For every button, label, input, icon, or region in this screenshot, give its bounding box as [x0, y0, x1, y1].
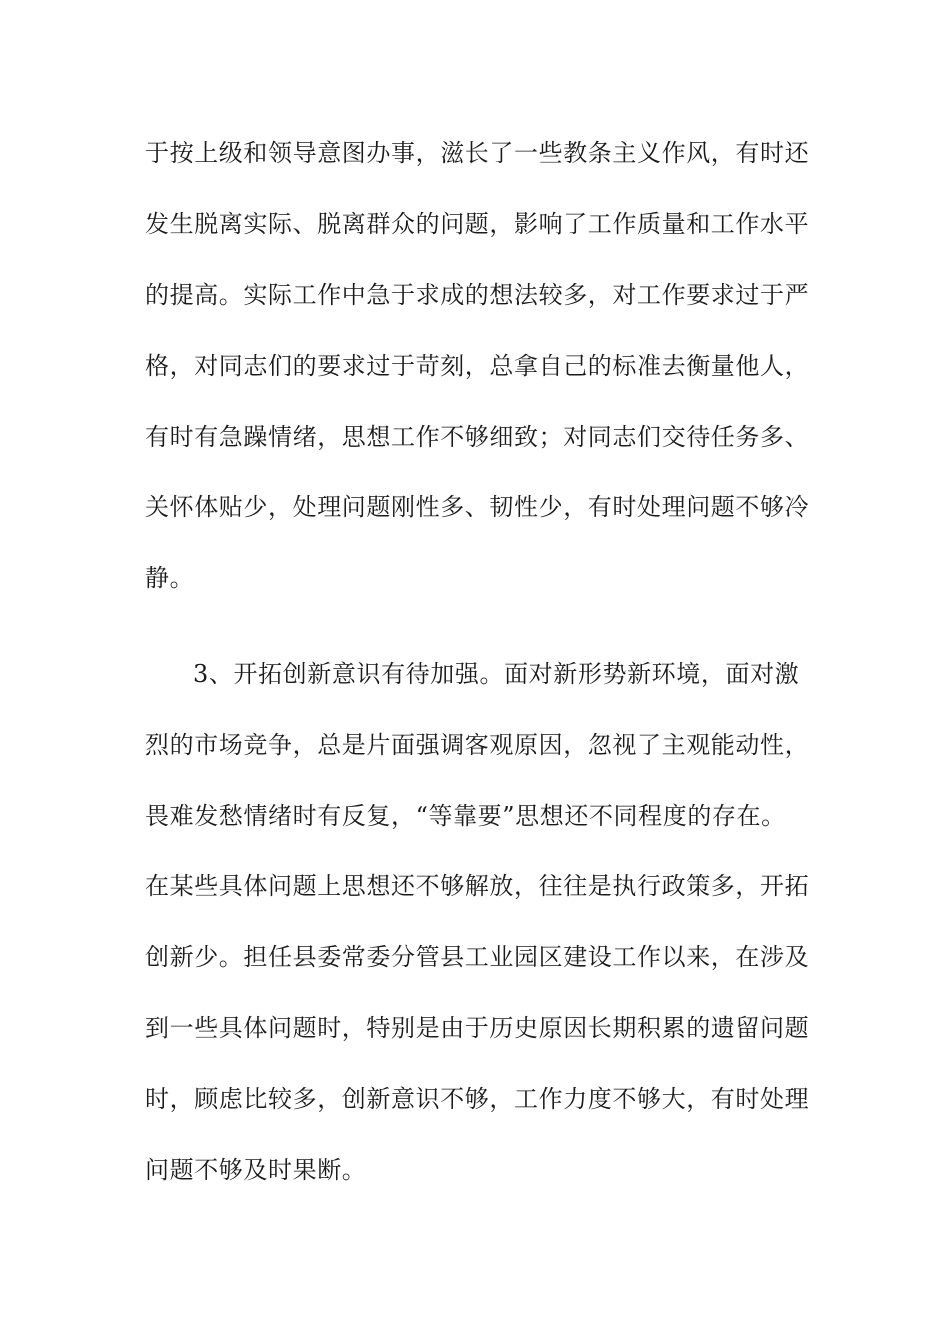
text-line: 烈的市场竞争，总是片面强调客观原因，忽视了主观能动性， — [145, 731, 810, 759]
text-line: 在某些具体问题上思想还不够解放，往往是执行政策多，开拓 — [145, 872, 810, 900]
text-line: 关怀体贴少，处理问题刚性多、韧性少，有时处理问题不够冷 — [145, 493, 810, 521]
text-line: 静。 — [145, 564, 195, 592]
text-line: 有时有急躁情绪，思想工作不够细致；对同志们交待任务多、 — [145, 423, 810, 451]
paragraph-heading-line: 3、开拓创新意识有待加强。面对新形势新环境，面对激 — [193, 660, 800, 688]
text-line: 的提高。实际工作中急于求成的想法较多，对工作要求过于严 — [145, 281, 810, 309]
text-line: 时，顾虑比较多，创新意识不够，工作力度不够大，有时处理 — [145, 1085, 810, 1113]
text-line: 于按上级和领导意图办事，滋长了一些教条主义作风，有时还 — [145, 139, 810, 167]
text-line: 畏难发愁情绪时有反复，“等靠要”思想还不同程度的存在。 — [145, 802, 786, 830]
text-line: 问题不够及时果断。 — [145, 1156, 367, 1184]
text-line: 创新少。担任县委常委分管县工业园区建设工作以来，在涉及 — [145, 943, 810, 971]
text-line: 发生脱离实际、脱离群众的问题，影响了工作质量和工作水平 — [145, 210, 810, 238]
text-line: 到一些具体问题时，特别是由于历史原因长期积累的遗留问题 — [145, 1014, 810, 1042]
text-line: 格，对同志们的要求过于苛刻，总拿自己的标准去衡量他人， — [145, 352, 810, 380]
